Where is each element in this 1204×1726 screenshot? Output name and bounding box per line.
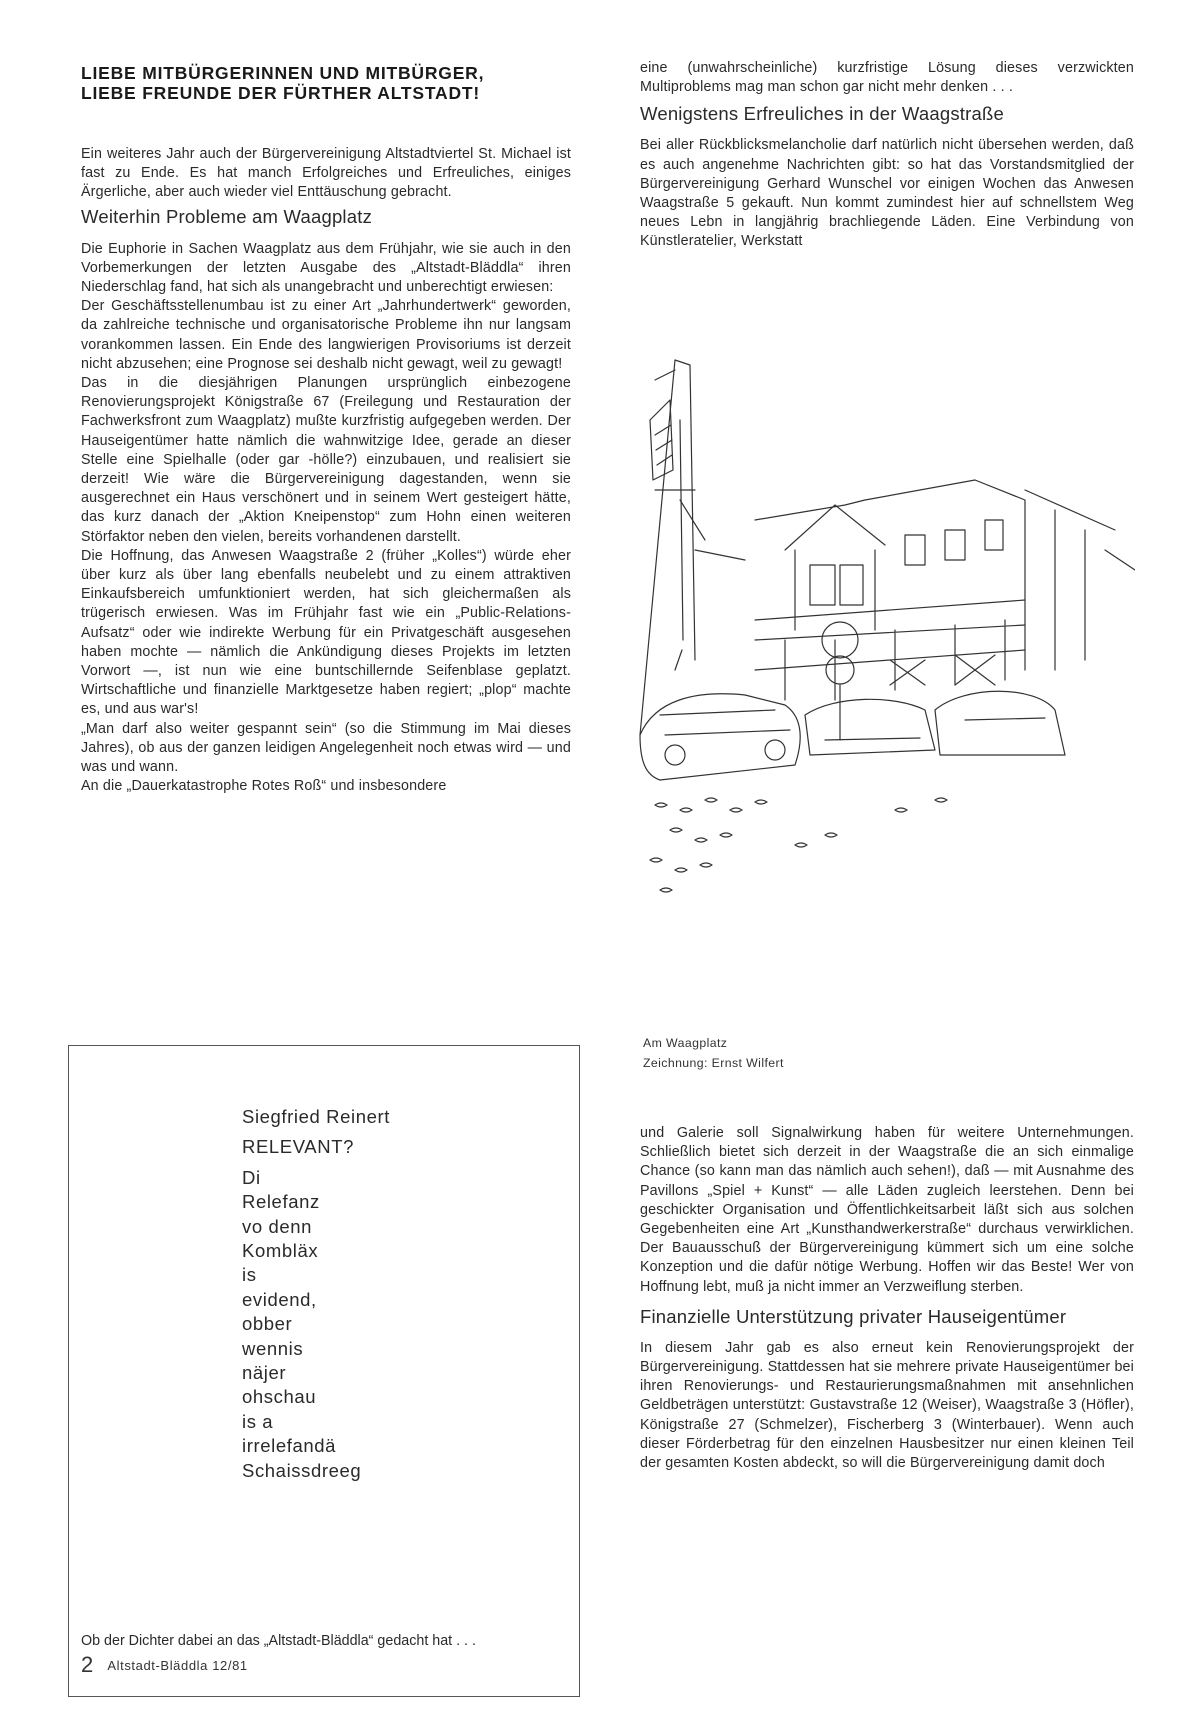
sketch-cobblestones	[650, 798, 947, 892]
sketch-car-middle	[805, 699, 935, 755]
sketch-car-headlight	[665, 745, 685, 765]
publication-issue: Altstadt-Bläddla 12/81	[107, 1658, 248, 1673]
sketch-car-front	[640, 694, 800, 780]
sketch-left-building	[640, 360, 695, 735]
paragraph: und Galerie soll Signalwirkung haben für weitere Unternehmungen. Schließlich bietet sich derzeit in der Waagstraße die an sich einmalige Chance (so kann man das nämlich auch sehen!), daß — mit Ausnahme des Pavillons „Spiel + Kunst“ — alle Läden zugleich leerstehen. Denn bei geschickter Organisation und Öffentlichkeitsarbeit läßt sich aus solchen Gegebenheiten eine Art „Kunsthandwerkerstraße“ durchaus verwirklichen. Der Bauausschuß der Bürgervereinigung kümmert sich um eine solche Konzeption und die dafür nötige Werbung. Hoffen wir das Beste! Wer von Hoffnung lebt, muß ja nicht immer an Verzweiflung sterben.	[640, 1125, 1134, 1295]
sketch-round-sign	[826, 656, 854, 684]
image-caption	[643, 1033, 784, 1073]
poem-note-text: Ob der Dichter dabei an das „Altstadt-Bläddla“ gedacht hat . . .	[81, 1633, 476, 1649]
poem-line: irrelefandä	[242, 1435, 337, 1457]
poem-line: näjer	[242, 1362, 287, 1384]
poem-line: is	[242, 1264, 257, 1286]
page-footer	[81, 1652, 248, 1678]
left-column	[81, 63, 571, 797]
poem-author: Siegfried Reinert	[242, 1106, 390, 1127]
poem-line: Di	[242, 1166, 261, 1188]
waagplatz-sketch	[635, 340, 1135, 1010]
page-number: 2	[81, 1652, 94, 1677]
caption-credit: Zeichnung: Ernst Wilfert	[643, 1056, 784, 1070]
sketch-car-plate	[825, 738, 920, 740]
paragraph: „Man darf also weiter gespannt sein“ (so die Stimmung im Mai dieses Jahres), ob aus der ganzen leidigen Angelegenheit noch etwas wird — und was und wann.	[81, 720, 571, 776]
caption-title: Am Waagplatz	[643, 1036, 728, 1050]
paragraph: Die Euphorie in Sachen Waagplatz aus dem Frühjahr, wie sie auch in den Vorbemerkungen der letzten Ausgabe des „Altstadt-Bläddla“ ihren Niederschlag fand, hat sich als unangebracht und unberechtigt erwiesen:	[81, 240, 571, 296]
poem-line: Schaissdreeg	[242, 1459, 362, 1481]
right-column-bottom	[640, 1124, 1134, 1473]
paragraph: Bei aller Rückblicksmelancholie darf natürlich nicht übersehen werden, daß es auch angenehme Nachrichten gibt: so hat das Vorstandsmitglied der Bürgervereinigung Gerhard Wunschel vor einigen Wochen das Anwesen Waagstraße 5 gekauft. Nun kommt zumindest hier auf schnellstem Weg neues Lebn in langjährig brachliegende Läden. Eine Verbindung von Künstleratelier, Werkstatt	[640, 137, 1134, 250]
sketch-tower-windows	[810, 565, 863, 605]
right-column-top	[640, 59, 1134, 252]
poem-line: Kombläx	[242, 1240, 319, 1262]
sketch-car-details	[660, 710, 790, 735]
paragraph: Der Geschäftsstellenumbau ist zu einer Art „Jahrhundertwerk“ geworden, da zahlreiche technische und organisatorische Probleme ihn nur langsam vorankommen lassen. Ein Ende des langwierigen Provisoriums ist derzeit nicht abzusehen; eine Prognose sei deshalb nicht gewagt, weil zu gewagt!	[81, 298, 571, 372]
poem-line: is a	[242, 1410, 274, 1432]
paragraph: Das in die diesjährigen Planungen ursprünglich einbezogene Renovierungsprojekt Königstraße 67 (Freilegung und Restauration der Fachwerksfront zum Waagplatz) mußte kurzfristig aufgegeben werden. Der Hauseigentümer hatte nämlich die wahnwitzige Idee, gerade an dieser Stelle eine Spielhalle (oder gar -hölle?) einzubauen, und realisiert sie derzeit! Wie wäre die Bürgervereinigung dagestanden, wenn sie ausgerechnet ein Haus verschönert und in seinem Wert gesteigert hätte, das kurz danach der „Aktion Kneipenstop“ zum Hohn einen weiteren Störfaktor neben den vielen, bereits vorhandenen darstellt.	[81, 375, 571, 545]
sketch-pole	[675, 420, 683, 670]
paragraph: An die „Dauerkatastrophe Rotes Roß“ und insbesondere	[81, 778, 447, 795]
poem-line: obber	[242, 1313, 293, 1335]
greeting-line-1: LIEBE MITBÜRGERINNEN UND MITBÜRGER,	[81, 63, 485, 83]
poem-line: vo denn	[242, 1215, 313, 1237]
sketch-shutter-lines	[655, 425, 672, 465]
greeting-line-2: LIEBE FREUNDE DER FÜRTHER ALTSTADT!	[81, 83, 481, 103]
poem-line: evidend,	[242, 1288, 317, 1310]
section-heading-waagplatz: Weiterhin Probleme am Waagplatz	[81, 205, 373, 227]
sketch-right-building	[1025, 490, 1135, 670]
sketch-round-sign	[822, 622, 858, 658]
greeting-heading	[81, 63, 571, 103]
poem-line: wennis	[242, 1337, 304, 1359]
sketch-car-right	[935, 691, 1065, 755]
paragraph: Die Hoffnung, das Anwesen Waagstraße 2 (früher „Kolles“) würde eher über kurz als über lang ebenfalls neubelebt und zu einem attraktiven Einkaufsbereich umfunktioniert werden, hat sich gleichermaßen als trügerisch erwiesen. Was im Frühjahr fast wie ein „Public-Relations-Aufsatz“ oder wie indirekte Werbung für ein Privatgeschäft ausgesehen haben mochte — nämlich die Ankündigung dieses Projekts im letzten Vorwort —, ist nun wie eine buntschillernde Seifenblase geplatzt. Wirtschaftliche und finanzielle Marktgesetze haben regiert; „plop“ machte es, und aus war's!	[81, 547, 571, 718]
paragraph: eine (unwahrscheinliche) kurzfristige Lösung dieses verzwickten Multiproblems mag man schon gar nicht mehr denken . . .	[640, 60, 1134, 96]
section-heading-finanzielle: Finanzielle Unterstützung privater Hauseigentümer	[640, 1305, 1067, 1327]
poem-line: Relefanz	[242, 1191, 320, 1213]
sketch-upper-windows	[905, 520, 1003, 565]
poem-title: RELEVANT?	[242, 1136, 354, 1158]
section-heading-waagstrasse: Wenigstens Erfreuliches in der Waagstraße	[640, 103, 1004, 125]
poem-note	[81, 1632, 571, 1651]
poem	[242, 1105, 390, 1483]
intro-paragraph: Ein weiteres Jahr auch der Bürgervereinigung Altstadtviertel St. Michael ist fast zu Ende. Es hat manch Erfolgreiches und Erfreuliches, einiges Ärgerliche, aber auch wieder viel Enttäuschung gebracht.	[81, 146, 571, 201]
sketch-car-headlight	[765, 740, 785, 760]
sketch-lines	[655, 490, 745, 560]
poem-line: ohschau	[242, 1386, 317, 1408]
paragraph: In diesem Jahr gab es also erneut kein Renovierungsprojekt der Bürgervereinigung. Stattdessen hat sie mehrere private Hauseigentümer bei ihren Renovierungs- und Restaurierungsmaßnahmen mit ansehnlichen Geldbeträgen unterstützt: Gustavstraße 12 (Weiser), Waagstraße 3 (Höfler), Königstraße 27 (Schmelzer), Fischerberg 3 (Winterbauer). Wenn auch dieser Förderbetrag für den einzelnen Hausbesitzer nur einen kleinen Teil der gesamten Kosten abdeckt, so will die Bürgervereinigung damit doch	[640, 1339, 1134, 1472]
sketch-timber-braces	[890, 655, 995, 685]
